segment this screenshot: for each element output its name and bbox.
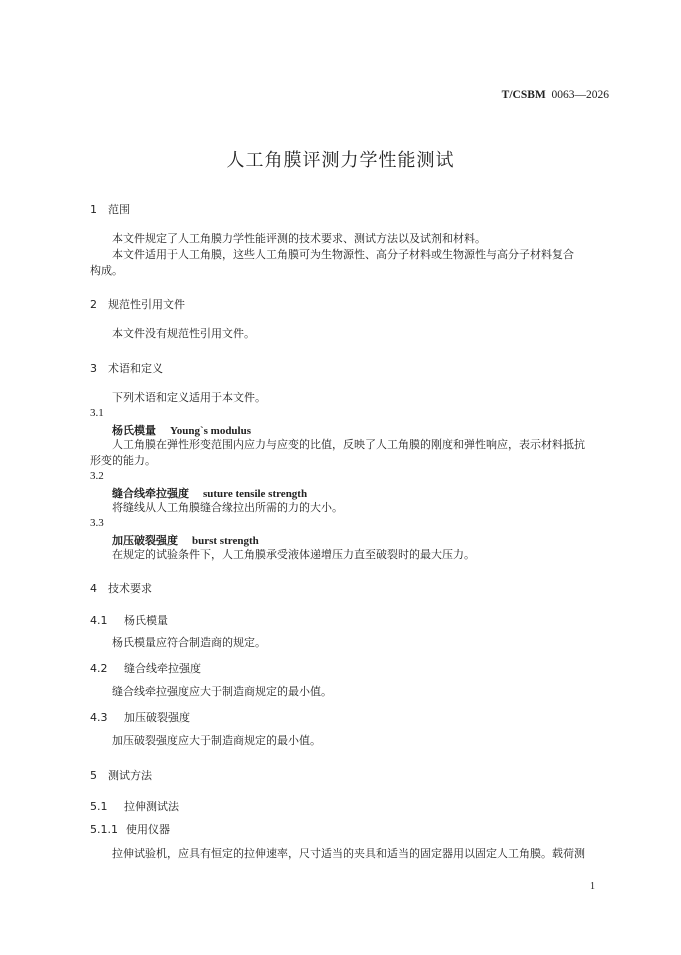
- term-3-1-title: 杨氏模量 Young`s modulus: [112, 424, 252, 437]
- term-3-2-definition: 将缝线从人工角膜缝合缘拉出所需的力的大小。: [112, 501, 343, 514]
- term-3-1-definition-cont: 形变的能力。: [90, 454, 156, 467]
- section-2-paragraph: 本文件没有规范性引用文件。: [112, 327, 255, 340]
- term-3-3-number: 3.3: [90, 517, 104, 529]
- section-2-heading: 2 规范性引用文件: [90, 298, 185, 311]
- section-1-heading: 1 范围: [90, 203, 130, 216]
- section-3-paragraph: 下列术语和定义适用于本文件。: [112, 391, 266, 404]
- term-3-2-title: 缝合线牵拉强度 suture tensile strength: [112, 487, 308, 500]
- section-4-3-paragraph: 加压破裂强度应大于制造商规定的最小值。: [112, 734, 321, 747]
- section-5-1-1-heading: 5.1.1 使用仪器: [90, 823, 170, 836]
- section-5-heading: 5 测试方法: [90, 769, 152, 782]
- term-3-3-title: 加压破裂强度 burst strength: [112, 534, 259, 547]
- standard-code: T/CSBM 0063—2026: [501, 89, 609, 101]
- section-1-paragraph-1: 本文件规定了人工角膜力学性能评测的技术要求、测试方法以及试剂和材料。: [112, 232, 486, 245]
- section-4-2-heading: 4.2 缝合线牵拉强度: [90, 662, 201, 675]
- section-4-2-paragraph: 缝合线牵拉强度应大于制造商规定的最小值。: [112, 685, 332, 698]
- page-title: 人工角膜评测力学性能测试: [226, 150, 455, 171]
- section-4-1-heading: 4.1 杨氏模量: [90, 614, 168, 627]
- section-5-1-heading: 5.1 拉伸测试法: [90, 800, 179, 813]
- section-4-1-paragraph: 杨氏模量应符合制造商的规定。: [112, 636, 266, 649]
- term-3-1-definition: 人工角膜在弹性形变范围内应力与应变的比值，反映了人工角膜的刚度和弹性响应，表示材料抵抗: [112, 438, 585, 451]
- term-3-2-number: 3.2: [90, 470, 104, 482]
- section-5-1-1-paragraph: 拉伸试验机，应具有恒定的拉伸速率，尺寸适当的夹具和适当的固定器用以固定人工角膜。载荷测: [112, 847, 585, 860]
- section-4-heading: 4 技术要求: [90, 582, 152, 595]
- section-1-paragraph-2: 本文件适用于人工角膜，这些人工角膜可为生物源性、高分子材料或生物源性与高分子材料复合: [112, 248, 574, 261]
- term-3-1-number: 3.1: [90, 407, 104, 419]
- section-3-heading: 3 术语和定义: [90, 362, 163, 375]
- section-1-paragraph-2-cont: 构成。: [90, 264, 123, 277]
- page-number: 1: [590, 881, 595, 892]
- section-4-3-heading: 4.3 加压破裂强度: [90, 711, 190, 724]
- term-3-3-definition: 在规定的试验条件下，人工角膜承受液体递增压力直至破裂时的最大压力。: [112, 548, 475, 561]
